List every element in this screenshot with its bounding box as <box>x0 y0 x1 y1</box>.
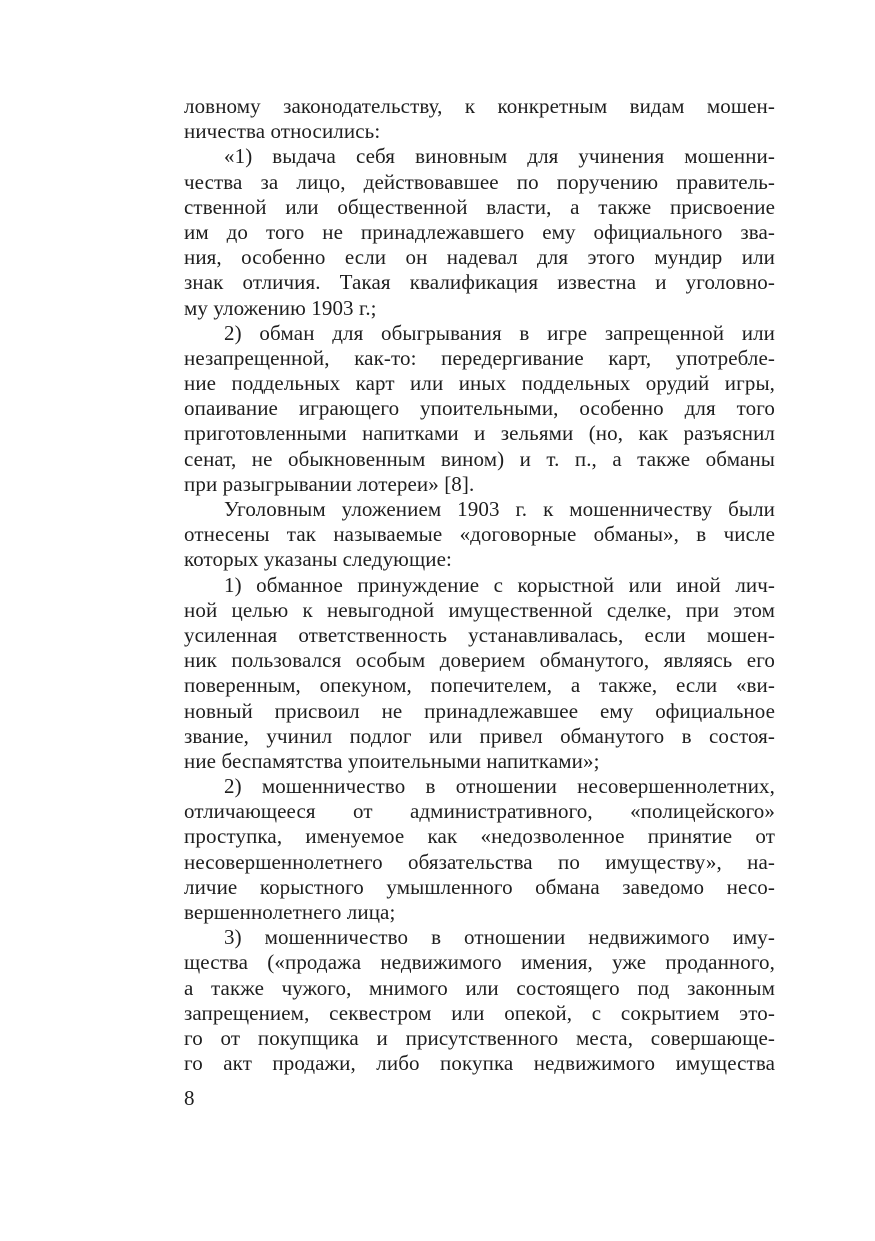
text-line: ничества относились: <box>184 119 381 144</box>
text-line: личие корыстного умышленного обмана заведомо несо- <box>184 874 775 899</box>
text-line: ния, особенно если он надевал для этого мундир или <box>184 245 775 270</box>
text-line: щества («продажа недвижимого имения, уже проданного, <box>184 950 775 975</box>
text-line: запрещением, секвестром или опекой, с сокрытием это- <box>184 1000 775 1025</box>
text-line: отличающееся от административного, «полицейского» <box>184 799 775 824</box>
body-text <box>184 94 775 1076</box>
text-line: отнесены так называемые «договорные обманы», в числе <box>184 522 775 547</box>
paragraph <box>184 94 775 144</box>
text-line: новный присвоил не принадлежавшее ему официальное <box>184 698 775 723</box>
text-line: при разыгрывании лотереи» [8]. <box>184 471 475 496</box>
text-line: 2) обман для обыгрывания в игре запрещенной или <box>224 320 775 345</box>
text-line: ной целью к невыгодной имущественной сделке, при этом <box>184 597 775 622</box>
text-line: проступка, именуемое как «недозволенное принятие от <box>184 824 775 849</box>
text-line: которых указаны следующие: <box>184 547 452 572</box>
text-line: 3) мошенничество в отношении недвижимого иму- <box>224 925 775 950</box>
paragraph <box>184 497 775 573</box>
text-line: ник пользовался особым доверием обманутого, являясь его <box>184 648 775 673</box>
text-line: чества за лицо, действовавшее по поручению правитель- <box>184 169 775 194</box>
text-line: го от покупщика и присутственного места, совершающе- <box>184 1025 775 1050</box>
text-line: а также чужого, мнимого или состоящего под законным <box>184 975 775 1000</box>
text-line: опаивание играющего упоительными, особенно для того <box>184 396 775 421</box>
text-line: поверенным, опекуном, попечителем, а также, если «ви- <box>184 673 775 698</box>
text-line: ственной или общественной власти, а также присвоение <box>184 194 775 219</box>
text-line: ние беспамятства упоительными напитками»; <box>184 748 600 773</box>
text-line: усиленная ответственность устанавливалась, если мошен- <box>184 622 775 647</box>
text-line: го акт продажи, либо покупка недвижимого имущества <box>184 1051 775 1076</box>
text-line: ловному законодательству, к конкретным видам мошен- <box>184 94 775 118</box>
text-line: звание, учинил подлог или привел обманутого в состоя- <box>184 723 775 748</box>
text-line: му уложению 1903 г.; <box>184 295 377 320</box>
text-line: Уголовным уложением 1903 г. к мошенничеству были <box>224 497 775 521</box>
text-line: им до того не принадлежавшего ему официального зва- <box>184 219 775 244</box>
paragraph <box>184 321 775 497</box>
paragraph <box>184 573 775 775</box>
paragraph <box>184 774 775 925</box>
text-line: знак отличия. Такая квалификация известна и уголовно- <box>184 270 775 295</box>
paragraph <box>184 925 775 1076</box>
text-line: незапрещенной, как-то: передергивание карт, употребле- <box>184 345 775 370</box>
text-line: несовершеннолетнего обязательства по имуществу», на- <box>184 849 775 874</box>
text-line: сенат, не обыкновенным вином) и т. п., а также обманы <box>184 446 775 471</box>
text-line: «1) выдача себя виновным для учинения мошенни- <box>224 144 775 169</box>
paragraph <box>184 144 775 320</box>
text-line: вершеннолетнего лица; <box>184 900 396 924</box>
text-line: 2) мошенничество в отношении несовершеннолетних, <box>224 774 775 799</box>
page-number: 8 <box>184 1086 195 1110</box>
text-line: ние поддельных карт или иных поддельных орудий игры, <box>184 371 775 396</box>
text-line: приготовленными напитками и зельями (но, как разъяснил <box>184 421 775 446</box>
text-line: 1) обманное принуждение с корыстной или иной лич- <box>224 572 775 597</box>
